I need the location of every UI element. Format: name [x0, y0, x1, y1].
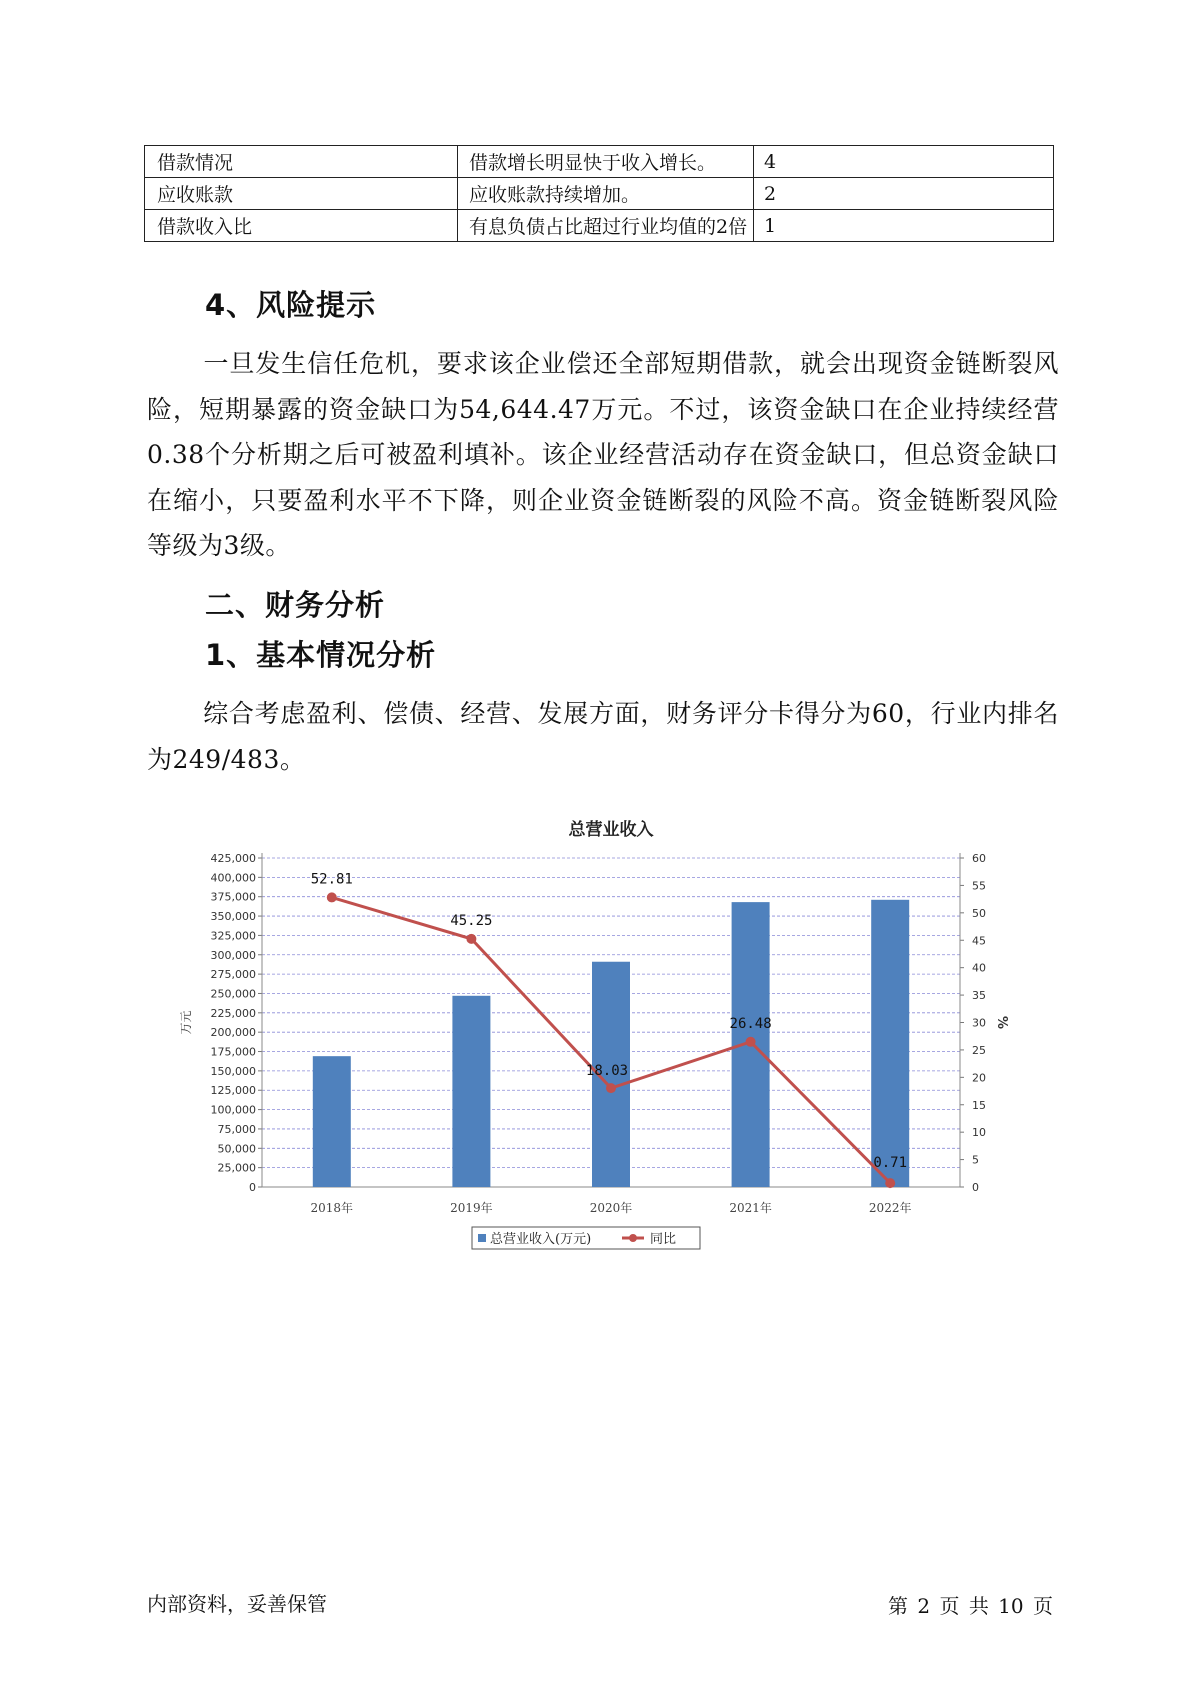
- legend-label-revenue: 总营业收入(万元): [490, 1232, 592, 1247]
- y-tick-label: 250,000: [210, 987, 256, 1001]
- table-cell-description: 应收账款持续增加。: [458, 178, 754, 210]
- y-tick-label: 375,000: [210, 890, 256, 904]
- legend-label-yoy: 同比: [650, 1232, 677, 1247]
- y-tick-label: 200,000: [210, 1026, 256, 1040]
- y-tick-label: 0: [249, 1181, 256, 1194]
- risk-paragraph-text: 一旦发生信任危机，要求该企业偿还全部短期借款，就会出现资金链断裂风险，短期暴露的资金缺口为54,644.47万元。不过，该资金缺口在企业持续经营 0.38个分析期之后可被盈利填补。该企业经营活动存在资金缺口，但总资金缺口在缩小，只要盈利水平不下降，则企业资金链断裂的风险不高。资金链断裂风险等级为3级。: [147, 349, 1059, 560]
- y-tick-label: 25,000: [217, 1161, 256, 1175]
- footer-confidential: 内部资料，妥善保管: [147, 1592, 327, 1616]
- y-tick-label: 225,000: [210, 1006, 256, 1020]
- y2-tick-label: 0: [972, 1181, 979, 1194]
- bar-revenue: [452, 996, 490, 1187]
- y-tick-label: 400,000: [210, 871, 256, 885]
- y-tick-label: 325,000: [210, 929, 256, 943]
- x-tick-label: 2018年: [310, 1201, 354, 1215]
- table-cell-description: 借款增长明显快于收入增长。: [458, 146, 754, 178]
- y-tick-label: 100,000: [210, 1103, 256, 1117]
- x-tick-label: 2020年: [589, 1201, 633, 1215]
- y2-tick-label: 55: [972, 879, 986, 893]
- data-label-yoy: 18.03: [585, 1063, 629, 1080]
- data-label-yoy: 0.71: [873, 1155, 908, 1172]
- y-tick-label: 50,000: [217, 1142, 256, 1156]
- data-label-yoy: 52.81: [310, 871, 353, 888]
- line-point-yoy: [885, 1178, 895, 1188]
- table-cell-description: 有息负债占比超过行业均值的2倍: [458, 210, 754, 242]
- y2-tick-label: 45: [972, 934, 986, 948]
- x-tick-label: 2019年: [450, 1201, 493, 1215]
- y2-tick-label: 40: [972, 961, 986, 975]
- risk-heading: 4、风险提示: [205, 288, 377, 322]
- y-tick-label: 425,000: [210, 852, 256, 865]
- revenue-chart: [175, 805, 1025, 1265]
- y-tick-label: 300,000: [210, 948, 256, 962]
- y2-tick-label: 5: [972, 1153, 979, 1167]
- table-cell-item: 应收账款: [145, 178, 458, 210]
- y-tick-label: 125,000: [210, 1084, 256, 1098]
- bar-revenue: [313, 1056, 351, 1187]
- x-tick-label: 2022年: [868, 1201, 912, 1215]
- line-point-yoy: [746, 1037, 756, 1047]
- line-point-yoy: [606, 1083, 616, 1093]
- table-row: [145, 146, 1054, 178]
- y-tick-label: 150,000: [210, 1064, 256, 1078]
- y2-tick-label: 10: [972, 1126, 986, 1140]
- y-tick-label: 350,000: [210, 910, 256, 924]
- footer-page-number: 第 2 页 共 10 页: [888, 1594, 1053, 1618]
- y2-tick-label: 25: [972, 1043, 986, 1057]
- chart-title: 总营业收入: [568, 820, 654, 840]
- table-row: [145, 178, 1054, 210]
- y-tick-label: 175,000: [210, 1045, 256, 1059]
- y2-tick-label: 20: [972, 1071, 986, 1085]
- basic-analysis-heading: 1、基本情况分析: [205, 638, 437, 672]
- table-cell-item: 借款收入比: [145, 210, 458, 242]
- risk-paragraph: [147, 341, 1059, 569]
- table-row: [145, 210, 1054, 242]
- y-tick-label: 75,000: [217, 1122, 256, 1136]
- basic-analysis-text: 综合考虑盈利、偿债、经营、发展方面，财务评分卡得分为60，行业内排名为249/483。: [147, 699, 1059, 774]
- y2-tick-label: 35: [972, 989, 986, 1003]
- y2-tick-label: 50: [972, 906, 986, 920]
- basic-analysis-paragraph: [147, 691, 1059, 782]
- y2-axis-label: %: [994, 1015, 1009, 1030]
- y2-tick-label: 15: [972, 1098, 986, 1112]
- bar-revenue: [871, 900, 909, 1187]
- data-label-yoy: 26.48: [729, 1015, 772, 1032]
- y-axis-label: 万元: [179, 1010, 193, 1035]
- x-tick-label: 2021年: [729, 1201, 772, 1215]
- finance-heading: 二、财务分析: [205, 588, 386, 622]
- table-cell-score: 4: [754, 146, 1054, 178]
- data-label-yoy: 45.25: [450, 912, 493, 929]
- table-cell-score: 1: [754, 210, 1054, 242]
- risk-indicator-table: [144, 145, 1054, 242]
- line-point-yoy: [466, 934, 476, 944]
- legend-swatch-revenue: [478, 1234, 486, 1242]
- table-cell-score: 2: [754, 178, 1054, 210]
- table-cell-item: 借款情况: [145, 146, 458, 178]
- line-point-yoy: [327, 892, 337, 902]
- y2-tick-label: 30: [972, 1016, 986, 1030]
- y2-tick-label: 60: [972, 852, 986, 865]
- legend-marker-yoy: [629, 1234, 637, 1242]
- y-tick-label: 275,000: [210, 968, 256, 982]
